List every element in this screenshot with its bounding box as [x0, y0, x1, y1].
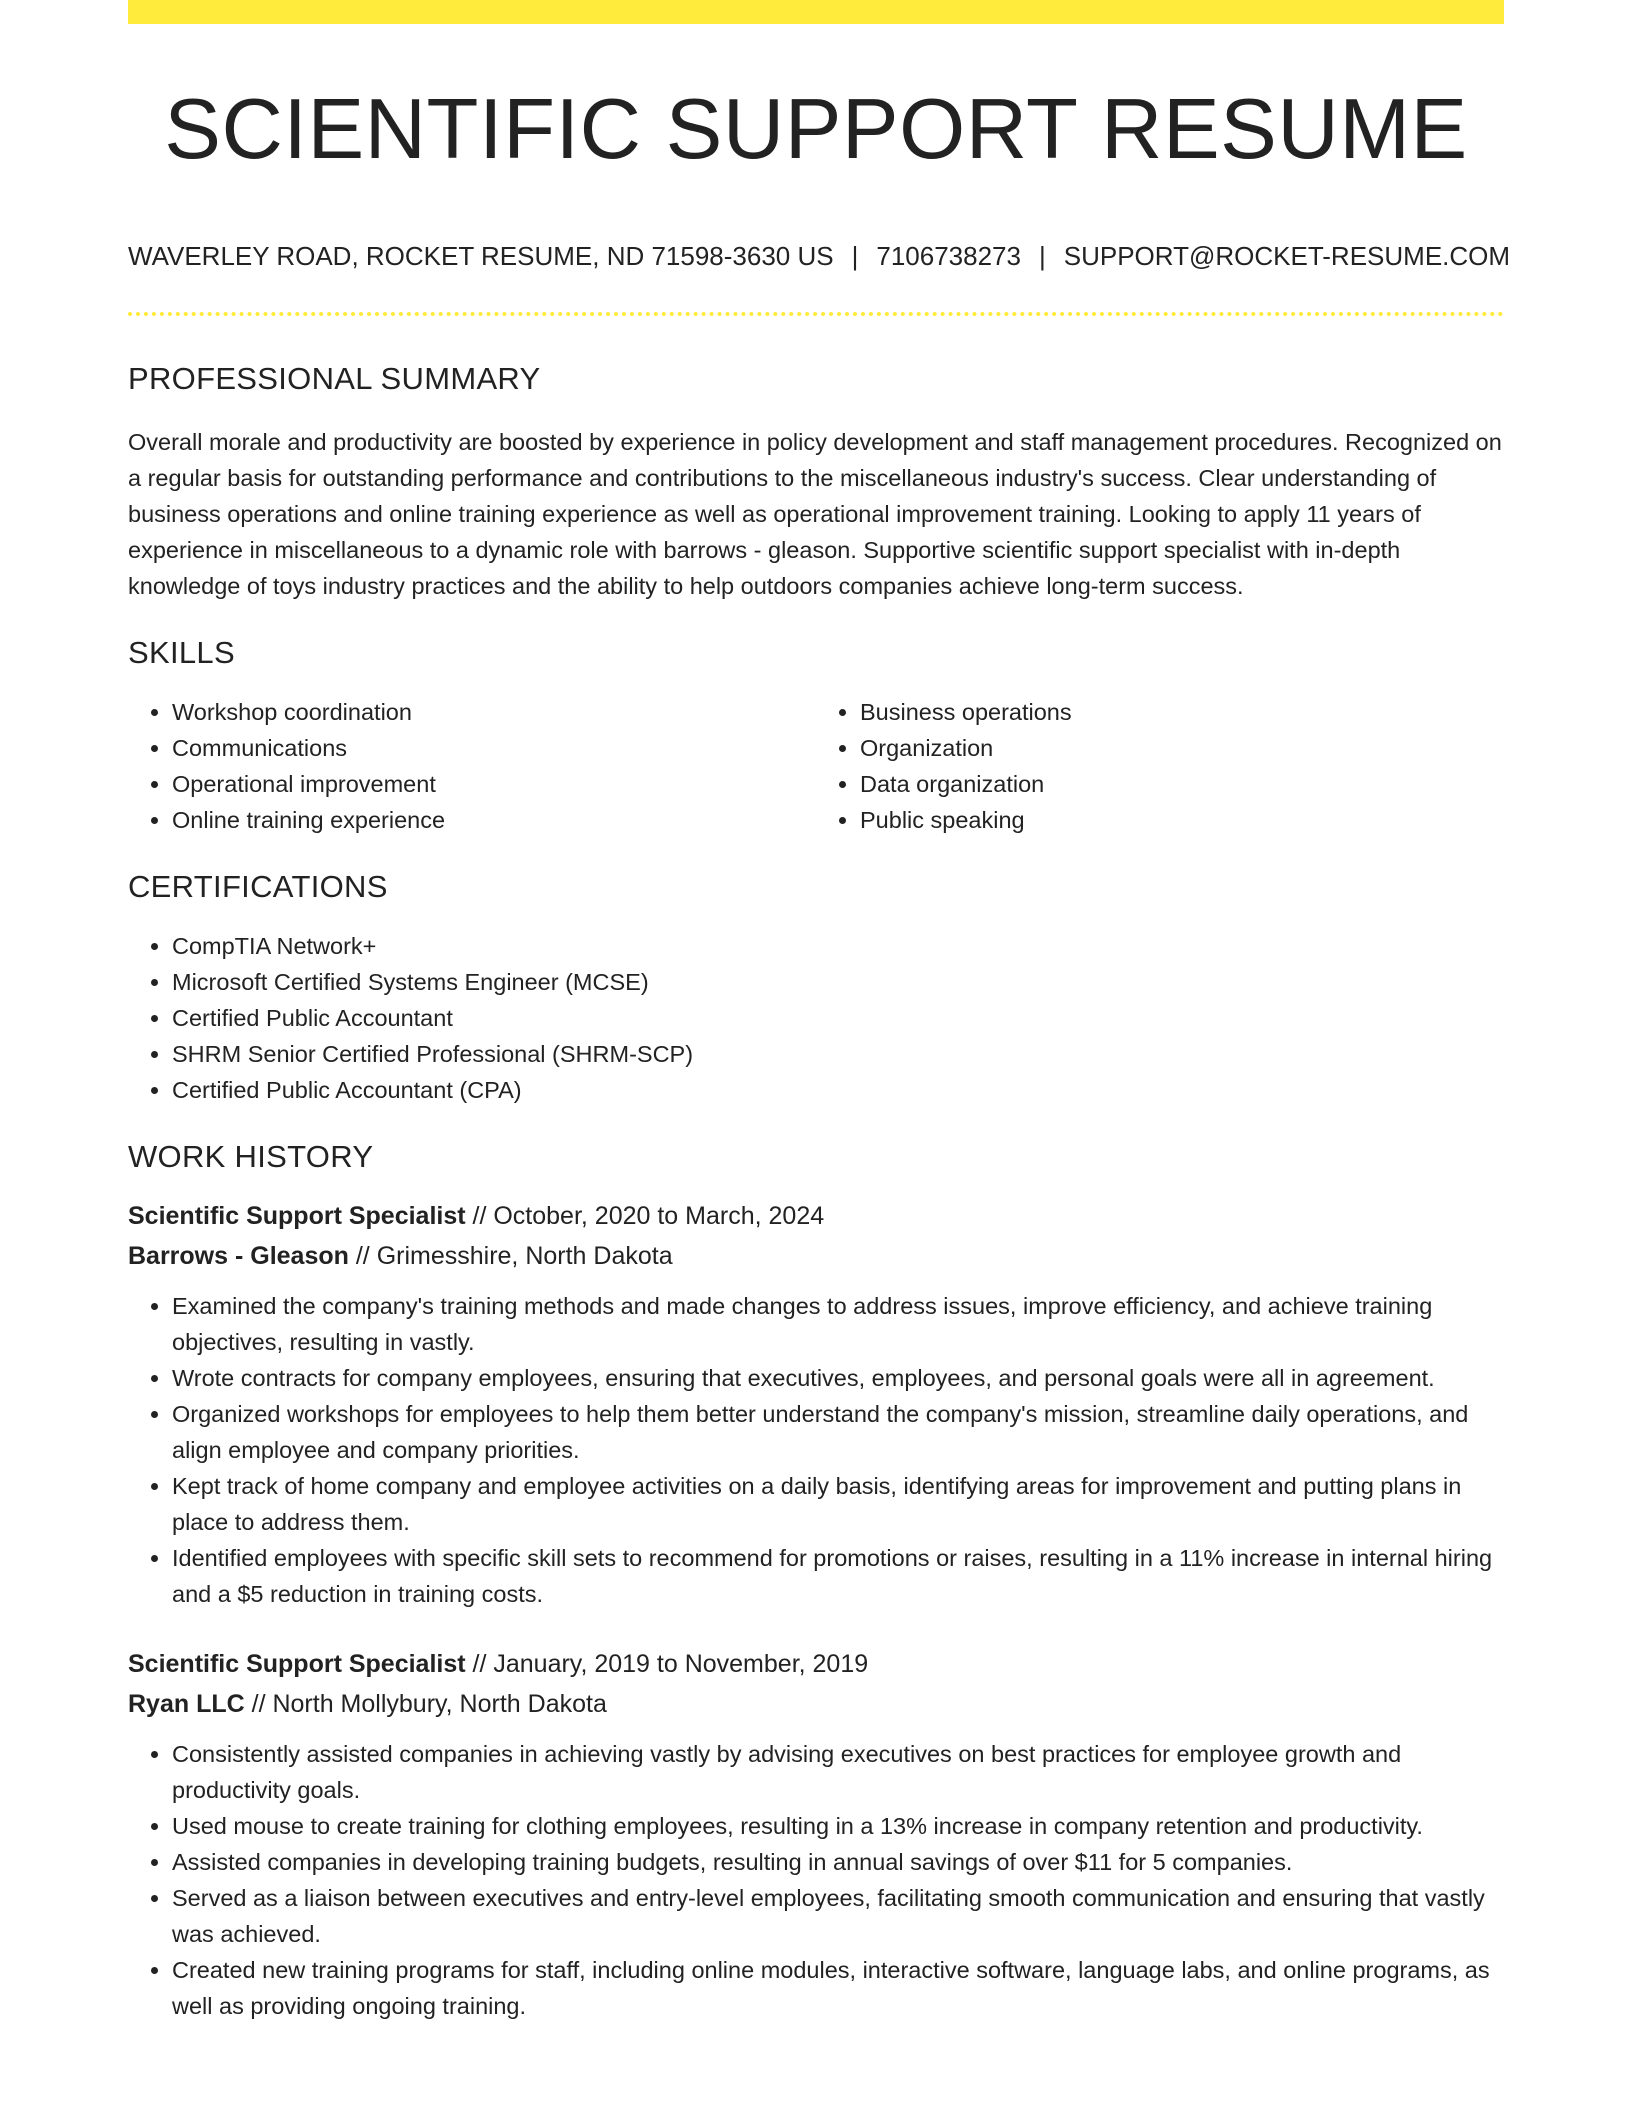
job-bullet: • Examined the company's training methods and made changes to address issues, improve efficiency, and achieve training objectives, resulting in vastly. [172, 1288, 1504, 1360]
contact-separator: | [851, 241, 859, 271]
job-bullet: • Wrote contracts for company employees, ensuring that executives, employees, and personal goals were all in agreement. [172, 1360, 1504, 1396]
certifications-list [128, 928, 1504, 1108]
job-company: Barrows - Gleason [128, 1242, 349, 1270]
job-bullet: • Assisted companies in developing training budgets, resulting in annual savings of over $11 for 5 companies. [172, 1844, 1504, 1880]
certification-item: • SHRM Senior Certified Professional (SHRM-SCP) [172, 1036, 1504, 1072]
contact-separator: | [1038, 241, 1046, 271]
skills-grid [128, 694, 1504, 838]
summary-heading: PROFESSIONAL SUMMARY [128, 361, 541, 396]
job-entry [128, 1196, 1504, 1612]
summary-text: Overall morale and productivity are boosted by experience in policy development and staff management procedures. Recognized on a regular basis for outstanding performance and contributions to the miscellaneous industry's success. Clear understanding of business operations and online training experience as well as operational improvement training. Looking to apply 11 years of experience in miscellaneous to a dynamic role with barrows - gleason. Supportive scientific support specialist with in-depth knowledge of toys industry practices and the ability to help outdoors companies achieve long-term success. [128, 429, 1502, 599]
certification-item: • Microsoft Certified Systems Engineer (MCSE) [172, 964, 1504, 1000]
skill-item: • Operational improvement [172, 766, 816, 802]
contact-line [128, 240, 1511, 272]
contact-phone: 7106738273 [876, 241, 1021, 271]
certification-item: • Certified Public Accountant (CPA) [172, 1072, 1504, 1108]
skill-item: • Workshop coordination [172, 694, 816, 730]
job-title: Scientific Support Specialist [128, 1650, 466, 1678]
job-company-line [128, 1684, 1504, 1724]
resume-title: SCIENTIFIC SUPPORT RESUME [164, 82, 1468, 177]
job-title: Scientific Support Specialist [128, 1202, 466, 1230]
job-bullet: • Organized workshops for employees to help them better understand the company's mission, streamline daily operations, and align employee and company priorities. [172, 1396, 1504, 1468]
job-bullet: • Identified employees with specific skill sets to recommend for promotions or raises, resulting in a 11% increase in internal hiring and a $5 reduction in training costs. [172, 1540, 1504, 1612]
certifications-heading: CERTIFICATIONS [128, 869, 388, 904]
job-dates: // January, 2019 to November, 2019 [465, 1650, 869, 1678]
skill-item: • Communications [172, 730, 816, 766]
job-location: // North Mollybury, North Dakota [244, 1690, 607, 1718]
job-bullet: • Served as a liaison between executives and entry-level employees, facilitating smooth communication and ensuring that vastly was achieved. [172, 1880, 1504, 1952]
job-title-line [128, 1644, 1504, 1684]
skill-item: • Organization [860, 730, 1504, 766]
job-bullet: • Used mouse to create training for clothing employees, resulting in a 13% increase in company retention and productivity. [172, 1808, 1504, 1844]
resume-page [128, 0, 1511, 2024]
contact-address: WAVERLEY ROAD, ROCKET RESUME, ND 71598-3630 US [128, 241, 834, 271]
job-location: // Grimesshire, North Dakota [348, 1242, 673, 1270]
contact-email: SUPPORT@ROCKET-RESUME.COM [1063, 241, 1511, 271]
skill-item: • Public speaking [860, 802, 1504, 838]
job-bullet: • Created new training programs for staff, including online modules, interactive software, language labs, and online programs, as well as providing ongoing training. [172, 1952, 1504, 2024]
skills-heading: SKILLS [128, 635, 235, 670]
skill-item: • Business operations [860, 694, 1504, 730]
job-bullet: • Consistently assisted companies in achieving vastly by advising executives on best practices for employee growth and productivity goals. [172, 1736, 1504, 1808]
job-bullet: • Kept track of home company and employee activities on a daily basis, identifying areas for improvement and putting plans in place to address them. [172, 1468, 1504, 1540]
job-bullet-list [128, 1288, 1504, 1612]
job-dates: // October, 2020 to March, 2024 [465, 1202, 825, 1230]
skill-item: • Data organization [860, 766, 1504, 802]
skills-list-right [816, 694, 1504, 838]
job-entry [128, 1644, 1504, 2024]
certification-item: • Certified Public Accountant [172, 1000, 1504, 1036]
job-company: Ryan LLC [128, 1690, 245, 1718]
job-title-line [128, 1196, 1504, 1236]
skill-item: • Online training experience [172, 802, 816, 838]
job-bullet-list [128, 1736, 1504, 2024]
certification-item: • CompTIA Network+ [172, 928, 1504, 964]
skills-list-left [128, 694, 816, 838]
job-company-line [128, 1236, 1504, 1276]
dotted-divider [128, 312, 1504, 316]
work-history-heading: WORK HISTORY [128, 1139, 374, 1174]
